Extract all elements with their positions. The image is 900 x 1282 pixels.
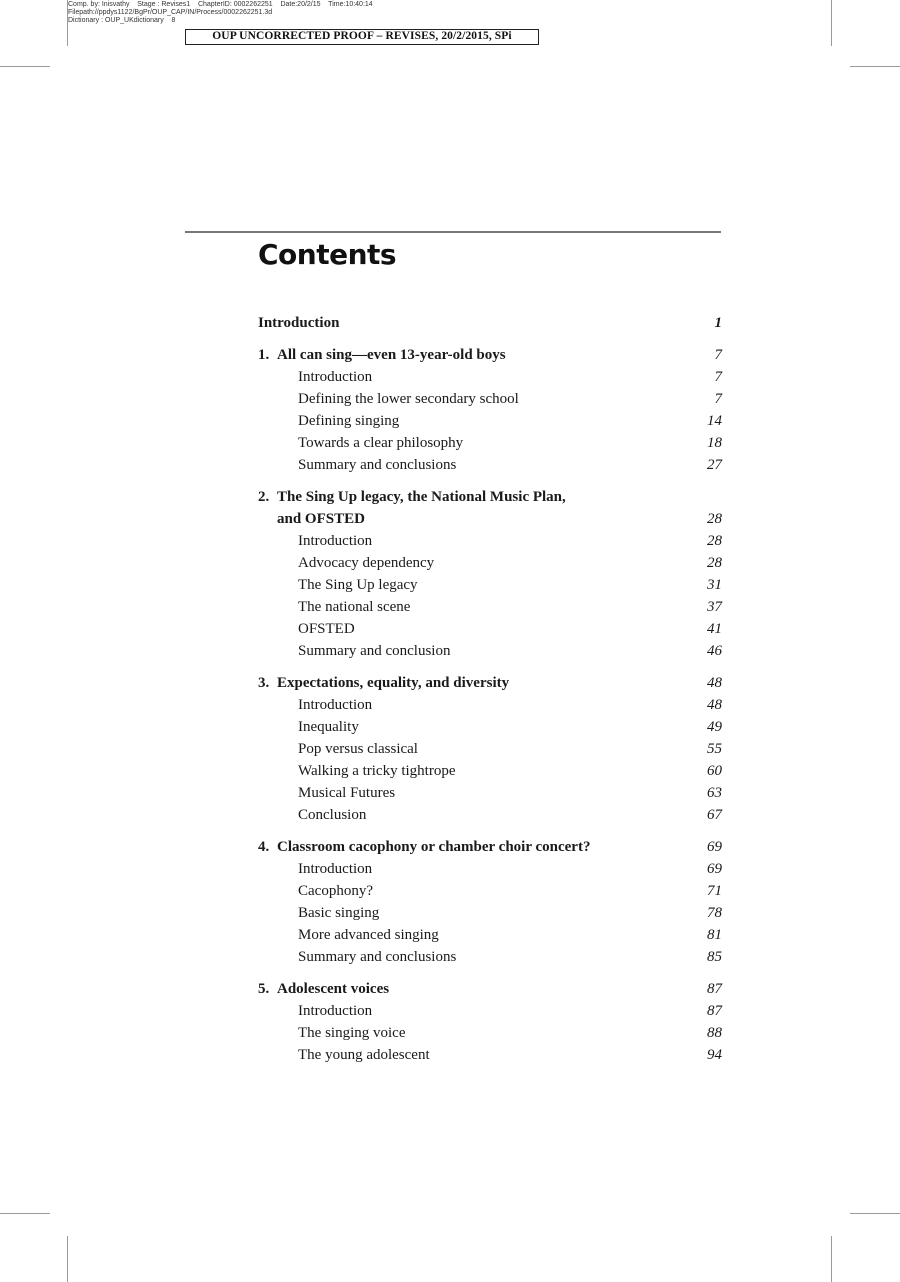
toc-page-number: 81 <box>707 927 722 943</box>
toc-page-number: 49 <box>707 719 722 735</box>
crop-mark-left-bottom <box>0 1213 50 1214</box>
toc-section-entry[interactable] <box>258 804 722 826</box>
toc-page-number: 60 <box>707 763 722 779</box>
toc-section-entry[interactable] <box>258 1000 722 1022</box>
toc-section-entry[interactable] <box>258 760 722 782</box>
section-title: Summary and conclusions <box>298 949 457 965</box>
chapter-title: Expectations, equality, and diversity <box>277 675 510 691</box>
chapter-title: Classroom cacophony or chamber choir concert? <box>277 839 591 855</box>
toc-page-number: 78 <box>707 905 722 921</box>
toc-entry-label: Introduction <box>258 315 340 331</box>
toc-section-entry[interactable] <box>258 880 722 902</box>
chapter-number: 5. <box>258 981 270 997</box>
section-title: Towards a clear philosophy <box>298 435 464 451</box>
toc-section-entry[interactable] <box>258 366 722 388</box>
toc-page-number: 87 <box>707 981 722 997</box>
toc-section-entry[interactable] <box>258 924 722 946</box>
toc-page-number: 85 <box>707 949 722 965</box>
metadata-line: Dictionary : OUP_UKdictionary 8 <box>68 17 176 24</box>
crop-mark-bottom-right <box>831 1236 832 1282</box>
page-title: Contents <box>258 238 397 271</box>
chapter-group <box>258 344 722 476</box>
toc-page-number: 69 <box>707 861 722 877</box>
toc-section-entry[interactable] <box>258 716 722 738</box>
toc-page-number: 88 <box>707 1025 722 1041</box>
chapter-group <box>258 672 722 826</box>
toc-page-number: 28 <box>707 511 722 527</box>
toc-chapter-entry[interactable] <box>258 978 722 1000</box>
chapter-number: 3. <box>258 675 270 691</box>
section-title: The young adolescent <box>298 1047 430 1063</box>
crop-mark-top-right <box>831 0 832 46</box>
toc-page-number: 31 <box>707 577 722 593</box>
section-title: Musical Futures <box>298 785 396 801</box>
toc-page-number: 7 <box>714 391 722 407</box>
section-title: OFSTED <box>298 621 355 637</box>
toc-section-entry[interactable] <box>258 618 722 640</box>
toc-chapter-entry[interactable] <box>258 836 722 858</box>
section-title: Introduction <box>298 1003 373 1019</box>
section-title: Introduction <box>298 861 373 877</box>
section-title: Introduction <box>298 697 373 713</box>
section-title: Advocacy dependency <box>298 555 435 571</box>
chapter-title: and OFSTED <box>277 511 365 527</box>
crop-mark-right-bottom <box>850 1213 900 1214</box>
toc-section-entry[interactable] <box>258 388 722 410</box>
toc-page-number: 37 <box>707 599 722 615</box>
toc-page-number: 69 <box>707 839 722 855</box>
section-title: Cacophony? <box>298 883 373 899</box>
toc-page-number: 7 <box>714 347 722 363</box>
chapter-title: The Sing Up legacy, the National Music Plan, <box>277 489 566 505</box>
toc-section-entry[interactable] <box>258 738 722 760</box>
toc-page-number: 18 <box>707 435 722 451</box>
toc-page-number: 87 <box>707 1003 722 1019</box>
toc-page-number: 28 <box>707 533 722 549</box>
section-title: Summary and conclusion <box>298 643 451 659</box>
toc-page-number: 7 <box>714 369 722 385</box>
toc-section-entry[interactable] <box>258 782 722 804</box>
toc-page-number: 48 <box>707 675 722 691</box>
toc-section-entry[interactable] <box>258 410 722 432</box>
toc-page-number: 14 <box>707 413 722 429</box>
proof-metadata <box>68 1 373 25</box>
toc-section-entry[interactable] <box>258 552 722 574</box>
section-title: The national scene <box>298 599 411 615</box>
toc-page-number: 94 <box>707 1047 722 1063</box>
section-title: Walking a tricky tightrope <box>298 763 456 779</box>
section-title: Inequality <box>298 719 359 735</box>
metadata-line: Comp. by: Inisvathy Stage : Revises1 ChapterID: 0002262251 Date:20/2/15 Time:10:40:14 <box>68 1 373 8</box>
toc-page-number: 67 <box>707 807 722 823</box>
section-title: Basic singing <box>298 905 380 921</box>
toc-page-number: 63 <box>707 785 722 801</box>
toc-page-number: 41 <box>707 621 722 637</box>
metadata-line: Filepath://ppdys1122/BgPr/OUP_CAP/IN/Process/0002262251.3d <box>68 9 273 16</box>
toc-page-number: 27 <box>707 457 722 473</box>
section-title: Defining singing <box>298 413 400 429</box>
section-title: Introduction <box>298 533 373 549</box>
chapter-group <box>258 836 722 968</box>
chapter-number: 4. <box>258 839 270 855</box>
section-title: Conclusion <box>298 807 367 823</box>
toc-section-entry[interactable] <box>258 640 722 662</box>
toc-section-entry[interactable] <box>258 694 722 716</box>
crop-mark-bottom-left <box>67 1236 68 1282</box>
toc-section-entry[interactable] <box>258 946 722 968</box>
section-title: Pop versus classical <box>298 741 418 757</box>
toc-chapter-entry[interactable] <box>258 672 722 694</box>
title-rule <box>185 231 721 233</box>
section-title: The singing voice <box>298 1025 406 1041</box>
toc-page-number: 1 <box>714 315 722 331</box>
toc-section-entry[interactable] <box>258 1022 722 1044</box>
toc-section-entry[interactable] <box>258 574 722 596</box>
crop-mark-left-top <box>0 66 50 67</box>
crop-mark-right-top <box>850 66 900 67</box>
chapter-title: Adolescent voices <box>277 981 390 997</box>
toc-chapter-entry-continued[interactable] <box>258 508 722 530</box>
section-title: More advanced singing <box>298 927 439 943</box>
toc-section-entry[interactable] <box>258 902 722 924</box>
chapter-title: All can sing—even 13-year-old boys <box>277 347 506 363</box>
toc-section-entry[interactable] <box>258 1044 722 1066</box>
proof-banner: OUP UNCORRECTED PROOF – REVISES, 20/2/2015, SPi <box>185 29 539 45</box>
toc-page-number: 48 <box>707 697 722 713</box>
chapter-group <box>258 978 722 1066</box>
chapter-number: 1. <box>258 347 270 363</box>
toc-section-entry[interactable] <box>258 596 722 618</box>
table-of-contents <box>258 312 722 1076</box>
toc-section-entry[interactable] <box>258 858 722 880</box>
toc-section-entry[interactable] <box>258 530 722 552</box>
toc-intro-entry[interactable] <box>258 312 722 334</box>
section-title: The Sing Up legacy <box>298 577 418 593</box>
toc-chapter-entry[interactable] <box>258 344 722 366</box>
chapter-group <box>258 486 722 662</box>
toc-section-entry[interactable] <box>258 432 722 454</box>
toc-page-number: 46 <box>707 643 722 659</box>
section-title: Introduction <box>298 369 373 385</box>
chapter-number: 2. <box>258 489 270 505</box>
section-title: Summary and conclusions <box>298 457 457 473</box>
toc-chapter-entry[interactable] <box>258 486 722 508</box>
toc-page-number: 28 <box>707 555 722 571</box>
section-title: Defining the lower secondary school <box>298 391 519 407</box>
toc-page-number: 71 <box>707 883 722 899</box>
toc-page-number: 55 <box>707 741 722 757</box>
toc-section-entry[interactable] <box>258 454 722 476</box>
